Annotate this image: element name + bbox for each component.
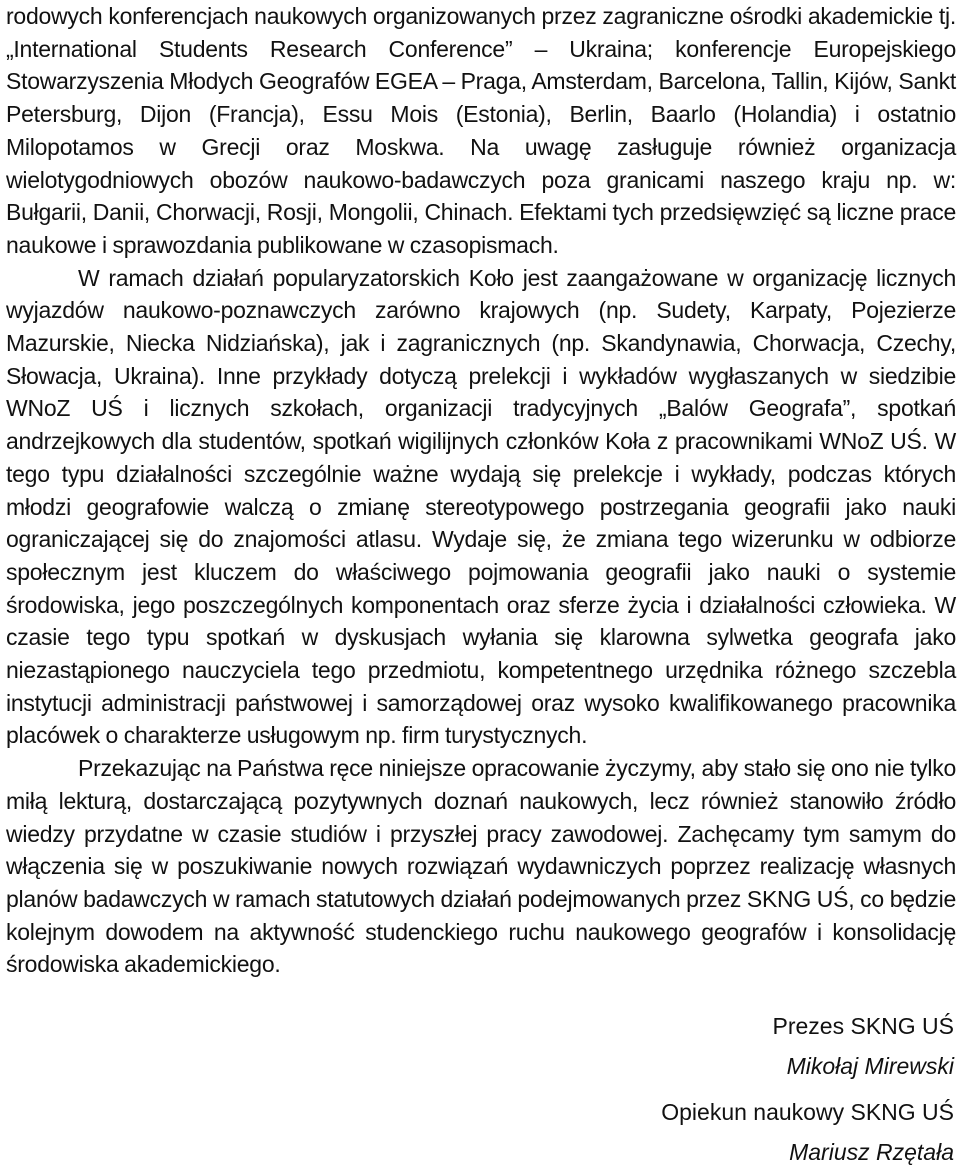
paragraph-2: W ramach działań popularyzatorskich Koło jest zaangażowane w organizację licznych wyjazdów naukowo-poznawczych zarówno krajowych (np. Sudety, Karpaty, Pojezierze Mazurskie, Niecka Nidziańska), jak i zagranicznych (np. Skandynawia, Chorwacja, Czechy, Słowacja, Ukraina). Inne przykłady dotyczą prelekcji i wykładów wygłaszanych w siedzibie WNoZ UŚ i licznych szkołach, organizacji tradycyjnych „Balów Geografa”, spotkań andrzejkowych dla studentów, spotkań wigilijnych członków Koła z pracownikami WNoZ UŚ. W tego typu działalności szczególnie ważne wydają się prelekcje i wykłady, podczas których młodzi geografowie walczą o zmianę stereotypowego postrzegania geografii jako nauki ograniczającej się do znajomości atlasu. Wydaje się, że zmiana tego wizerunku w odbiorze społecznym jest kluczem do właściwego pojmowania geografii jako nauki o systemie środowiska, jego poszczególnych komponentach oraz sferze życia i działalności człowieka. W czasie tego typu spotkań w dyskusjach wyłania się klarowna sylwetka geografa jako niezastąpionego nauczyciela tego przedmiotu, kompetentnego urzędnika różnego szczebla instytucji administracji państwowej i samorządowej oraz wysoko kwalifikowanego pracownika placówek o charakterze usługowym np. firm turystycznych. (6, 264, 956, 749)
signature-name: Mariusz Rzętała (789, 1139, 954, 1165)
signature-president (773, 1010, 955, 1082)
body-text (6, 0, 956, 981)
paragraph-1: rodowych konferencjach naukowych organizowanych przez zagraniczne ośrodki akademickie tj. „International Students Research Conference” – Ukraina; konferencje Europejskiego Stowarzyszenia Młodych Geografów EGEA – Praga, Amsterdam, Barcelona, Tallin, Kijów, Sankt Petersburg, Dijon (Francja), Essu Mois (Estonia), Berlin, Baarlo (Holandia) i ostatnio Milopotamos w Grecji oraz Moskwa. Na uwagę zasługuje również organizacja wielotygodniowych obozów naukowo-badawczych poza granicami naszego kraju np. w: Bułgarii, Danii, Chorwacji, Rosji, Mongolii, Chinach. Efektami tych przedsięwzięć są liczne prace naukowe i sprawozdania publikowane w czasopismach. (6, 3, 956, 258)
signature-supervisor (661, 1096, 954, 1168)
signature-role: Opiekun naukowy SKNG UŚ (661, 1099, 954, 1125)
paragraph-3: Przekazując na Państwa ręce niniejsze opracowanie życzymy, aby stało się ono nie tylko miłą lekturą, dostarczającą pozytywnych doznań naukowych, lecz również stanowiło źródło wiedzy przydatne w czasie studiów i przyszłej pracy zawodowej. Zachęcamy tym samym do włączenia się w poszukiwanie nowych rozwiązań wydawniczych poprzez realizację własnych planów badawczych w ramach statutowych działań podejmowanych przez SKNG UŚ, co będzie kolejnym dowodem na aktywność studenckiego ruchu naukowego geografów i konsolidację środowiska akademickiego. (6, 755, 956, 978)
signature-role: Prezes SKNG UŚ (772, 1013, 954, 1039)
signature-name: Mikołaj Mirewski (786, 1053, 954, 1079)
